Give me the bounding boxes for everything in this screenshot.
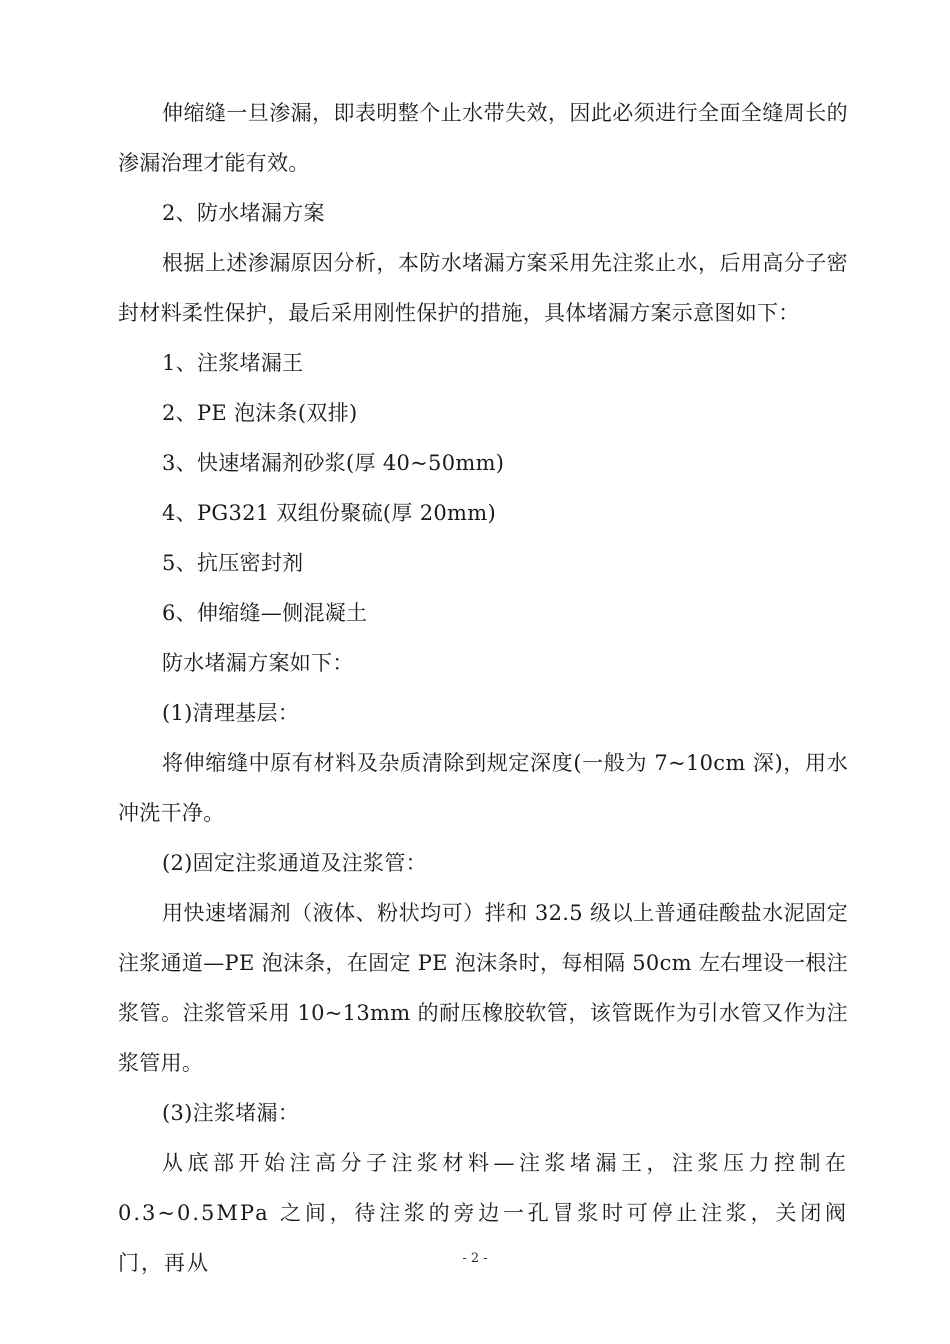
document-body — [118, 88, 848, 1288]
list-item-2: 2、PE 泡沫条(双排) — [162, 401, 358, 425]
paragraph-plan-intro: 防水堵漏方案如下： — [162, 651, 354, 675]
list-item-4: 4、PG321 双组份聚硫(厚 20mm) — [162, 501, 496, 525]
paragraph-leak-failure: 伸缩缝一旦渗漏，即表明整个止水带失效，因此必须进行全面全缝周长的渗漏治理才能有效。 — [118, 101, 848, 175]
paragraph-plan-overview: 根据上述渗漏原因分析，本防水堵漏方案采用先注浆止水，后用高分子密封材料柔性保护，最后采用刚性保护的措施，具体堵漏方案示意图如下： — [118, 251, 848, 325]
list-item-1: 1、注浆堵漏王 — [162, 351, 304, 375]
page-number: - 2 - — [462, 1251, 488, 1266]
list-item-3: 3、快速堵漏剂砂浆(厚 40~50mm) — [162, 451, 505, 475]
step-text-2: 用快速堵漏剂（液体、粉状均可）拌和 32.5 级以上普通硅酸盐水泥固定注浆通道—PE 泡沫条，在固定 PE 泡沫条时，每相隔 50cm 左右埋设一根注浆管。注浆管采用 10~13mm 的耐压橡胶软管，该管既作为引水管又作为注浆管用。 — [118, 901, 848, 1075]
step-heading-1: (1)清理基层： — [162, 701, 300, 725]
step-heading-2: (2)固定注浆通道及注浆管： — [162, 851, 427, 875]
list-item-5: 5、抗压密封剂 — [162, 551, 304, 575]
list-item-6: 6、伸缩缝—侧混凝土 — [162, 601, 368, 625]
step-text-3: 从底部开始注高分子注浆材料—注浆堵漏王，注浆压力控制在 0.3~0.5MPa 之间，待注浆的旁边一孔冒浆时可停止注浆，关闭阀门，再从 — [118, 1151, 848, 1275]
step-heading-3: (3)注浆堵漏： — [162, 1101, 300, 1125]
step-text-1: 将伸缩缝中原有材料及杂质清除到规定深度(一般为 7~10cm 深)，用水冲洗干净。 — [118, 751, 848, 825]
heading-waterproof-plan: 2、防水堵漏方案 — [162, 201, 325, 225]
